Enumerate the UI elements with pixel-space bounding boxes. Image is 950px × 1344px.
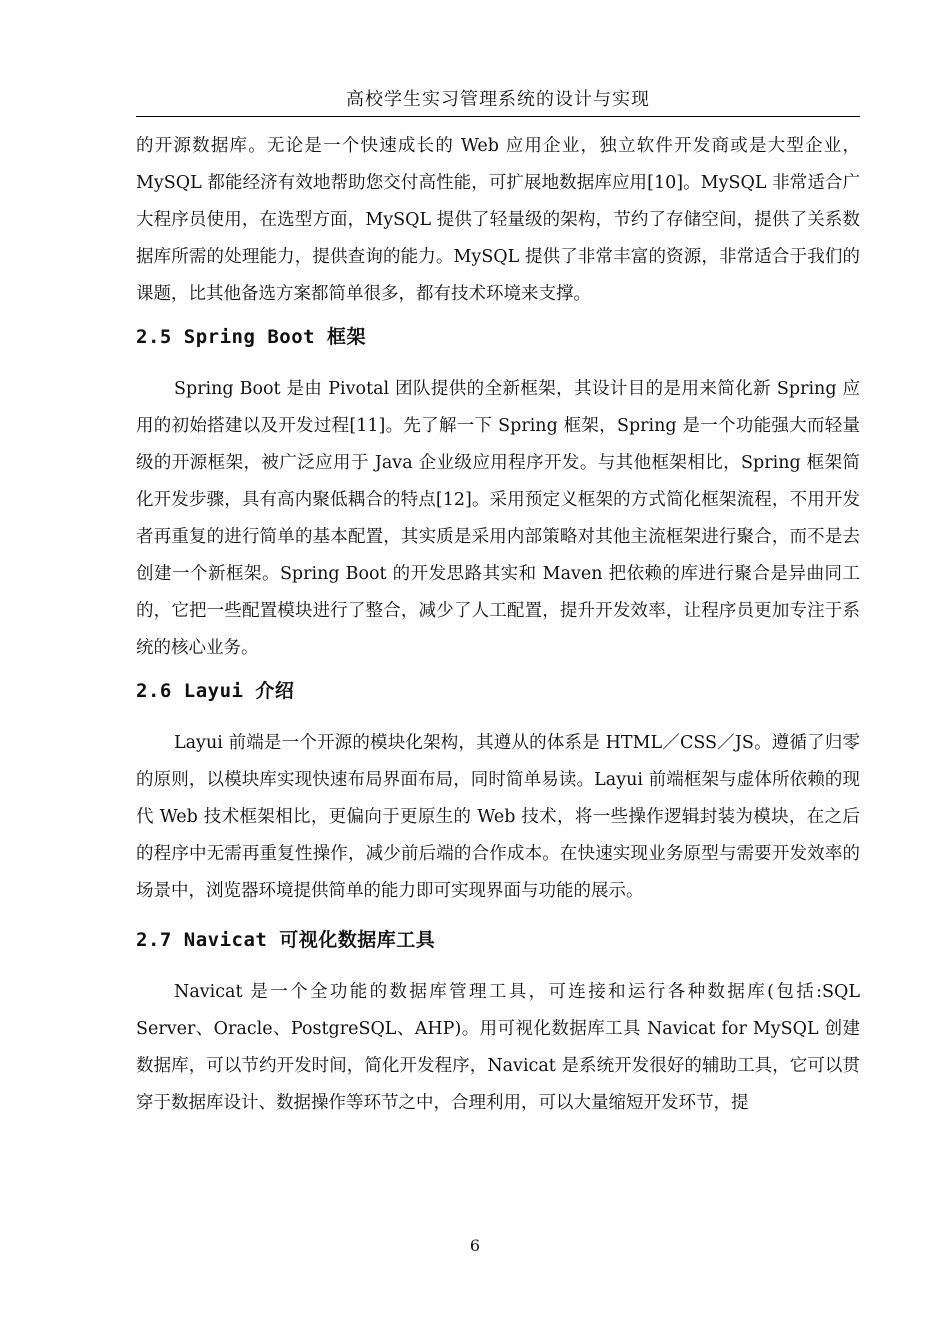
page-body	[136, 128, 860, 1122]
heading-spring-boot: 2.5 Spring Boot 框架	[136, 326, 367, 348]
running-header: 高校学生实习管理系统的设计与实现	[136, 86, 860, 117]
paragraph-spring-boot: Spring Boot 是由 Pivotal 团队提供的全新框架，其设计目的是用来简化新 Spring 应用的初始搭建以及开发过程[11]。先了解一下 Spring 框架，Spring 是一个功能强大而轻量级的开源框架，被广泛应用于 Java 企业级应用程序开发。与其他框架相比，Spring 框架简化开发步骤，具有高内聚低耦合的特点[12]。采用预定义框架的方式简化框架流程，不用开发者再重复的进行简单的基本配置，其实质是采用内部策略对其他主流框架进行聚合，而不是去创建一个新框架。Spring Boot 的开发思路其实和 Maven 把依赖的库进行聚合是异曲同工的，它把一些配置模块进行了整合，减少了人工配置，提升开发效率，让程序员更加专注于系统的核心业务。	[136, 379, 860, 658]
heading-navicat: 2.7 Navicat 可视化数据库工具	[136, 929, 436, 951]
paragraph-navicat: Navicat 是一个全功能的数据库管理工具，可连接和运行各种数据库(包括:SQL Server、Oracle、PostgreSQL、AHP)。用可视化数据库工具 Navicat for MySQL 创建数据库，可以节约开发时间，简化开发程序，Navicat 是系统开发很好的辅助工具，它可以贯穿于数据库设计、数据操作等环节之中，合理利用，可以大量缩短开发环节，提	[136, 982, 860, 1113]
paragraph-layui: Layui 前端是一个开源的模块化架构，其遵从的体系是 HTML／CSS／JS。遵循了归零的原则，以模块库实现快速布局界面布局，同时简单易读。Layui 前端框架与虚体所依赖的现代 Web 技术框架相比，更偏向于更原生的 Web 技术，将一些操作逻辑封装为模块，在之后的程序中无需再重复性操作，减少前后端的合作成本。在快速实现业务原型与需要开发效率的场景中，浏览器环境提供简单的能力即可实现界面与功能的展示。	[136, 733, 860, 901]
heading-layui: 2.6 Layui 介绍	[136, 680, 295, 702]
page-number: 6	[469, 1236, 481, 1255]
paragraph-mysql-continued: 的开源数据库。无论是一个快速成长的 Web 应用企业，独立软件开发商或是大型企业，MySQL 都能经济有效地帮助您交付高性能，可扩展地数据库应用[10]。MySQL 非常适合广大程序员使用，在选型方面，MySQL 提供了轻量级的架构，节约了存储空间，提供了关系数据库所需的处理能力，提供查询的能力。MySQL 提供了非常丰富的资源，非常适合于我们的课题，比其他备选方案都简单很多，都有技术环境来支撑。	[136, 136, 860, 304]
